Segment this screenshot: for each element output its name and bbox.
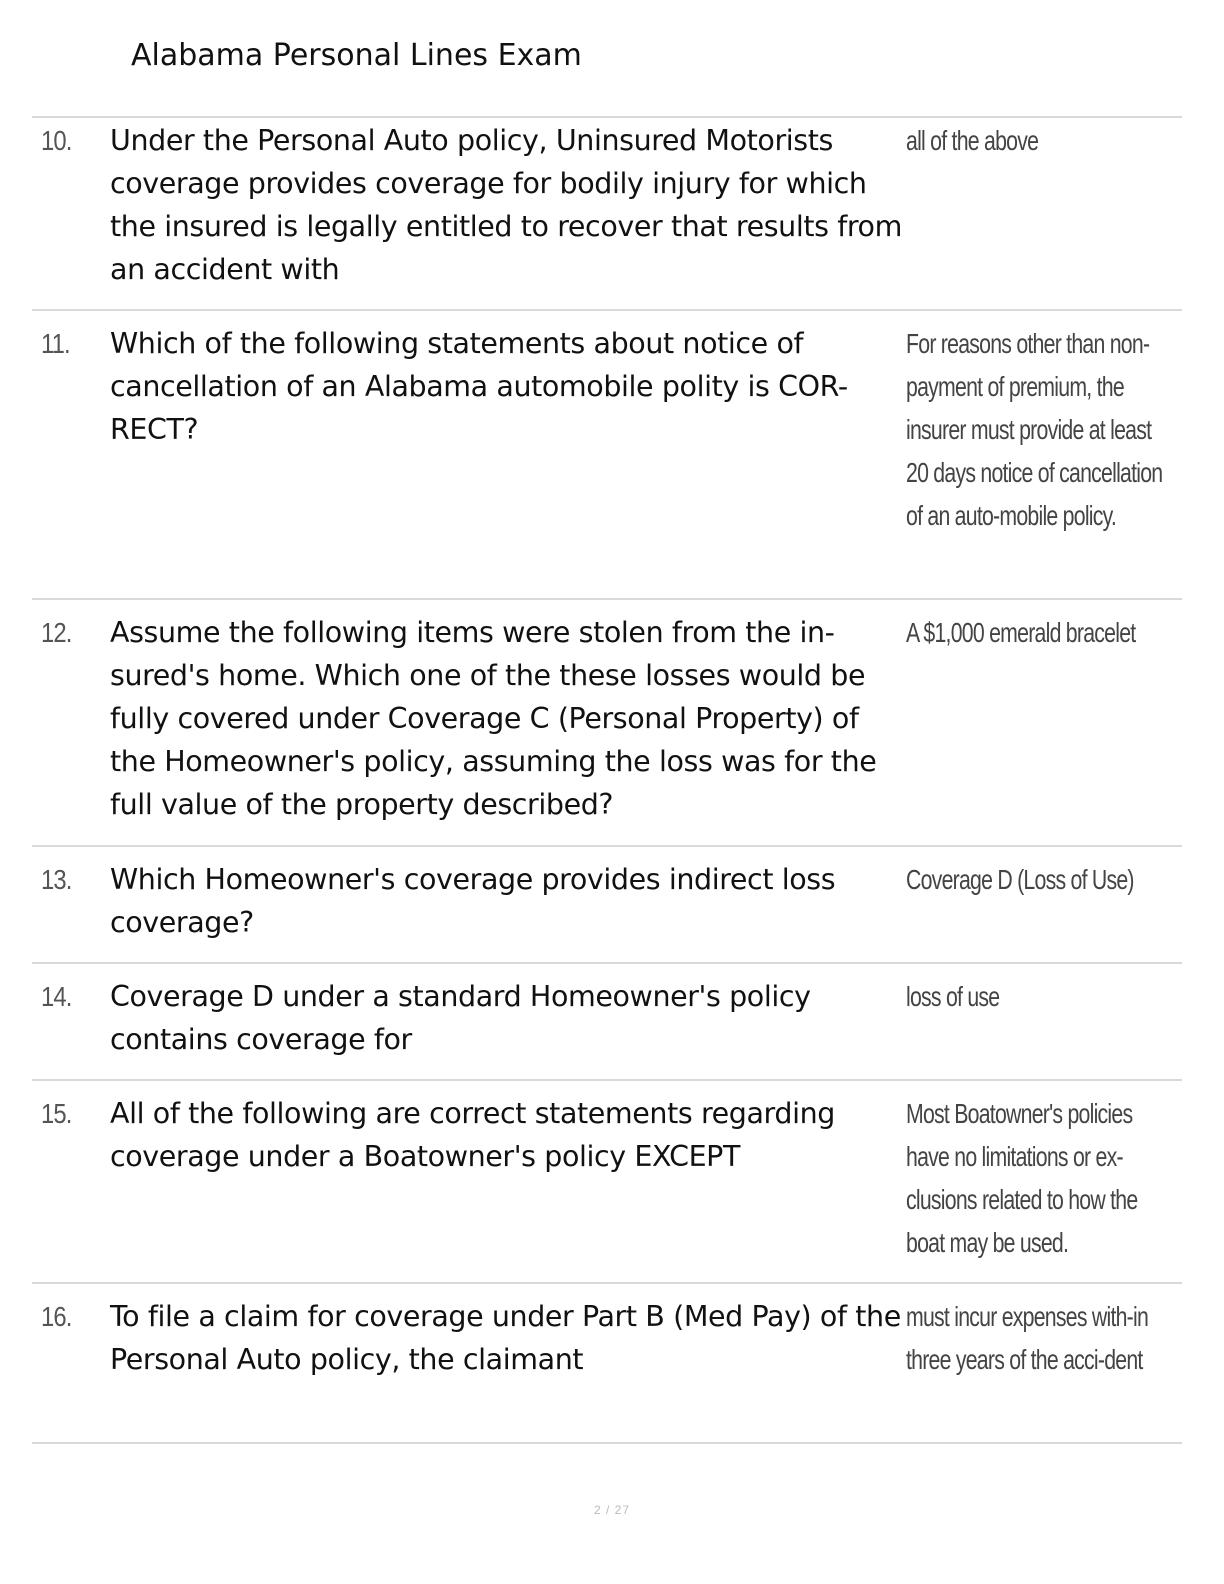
item-number: 15. — [41, 1098, 72, 1129]
answer-text: must incur expenses with-in three years of the acci-dent — [906, 1301, 1149, 1375]
question-text: To file a claim for coverage under Part B (Med Pay) of the Personal Auto policy, the claimant — [110, 1300, 901, 1376]
divider — [32, 962, 1182, 964]
question-text: Coverage D under a standard Homeowner's policy contains coverage for — [110, 980, 811, 1056]
item-number: 11. — [41, 328, 70, 359]
divider — [32, 598, 1182, 600]
answer-text: For reasons other than non-payment of premium, the insurer must provide at least 20 days notice of cancellation of an auto-mobile policy. — [906, 328, 1163, 531]
item-number: 12. — [41, 617, 72, 648]
question-text: Under the Personal Auto policy, Uninsured Motorists coverage provides coverage for bodily injury for which the insured is legally entitled to recover that results from an accident with — [110, 124, 902, 286]
question-text: All of the following are correct statements regarding coverage under a Boatowner's policy EXCEPT — [110, 1097, 835, 1173]
item-number: 16. — [41, 1301, 72, 1332]
divider — [32, 845, 1182, 847]
item-number: 14. — [41, 981, 72, 1012]
divider — [32, 309, 1182, 311]
divider — [32, 116, 1182, 118]
answer-text: all of the above — [906, 125, 1039, 156]
item-number: 10. — [41, 125, 72, 156]
page-number: 2 / 27 — [593, 1503, 631, 1517]
answer-text: A $1,000 emerald bracelet — [906, 617, 1136, 648]
divider — [32, 1442, 1182, 1444]
question-text: Which Homeowner's coverage provides indirect loss coverage? — [110, 863, 836, 939]
page-title: Alabama Personal Lines Exam — [131, 38, 582, 73]
question-text: Assume the following items were stolen from the in-sured's home. Which one of the these losses would be fully covered under Coverage C (Personal Property) of the Homeowner's policy, assuming the loss was for the full value of the property described? — [110, 616, 877, 821]
question-text: Which of the following statements about notice of cancellation of an Alabama automobile polity is COR-RECT? — [110, 327, 848, 446]
item-number: 13. — [41, 864, 72, 895]
answer-text: Most Boatowner's policies have no limitations or ex-clusions related to how the boat may be used. — [906, 1098, 1138, 1258]
answer-text: Coverage D (Loss of Use) — [906, 864, 1134, 895]
divider — [32, 1282, 1182, 1284]
answer-text: loss of use — [906, 981, 1000, 1012]
divider — [32, 1079, 1182, 1081]
